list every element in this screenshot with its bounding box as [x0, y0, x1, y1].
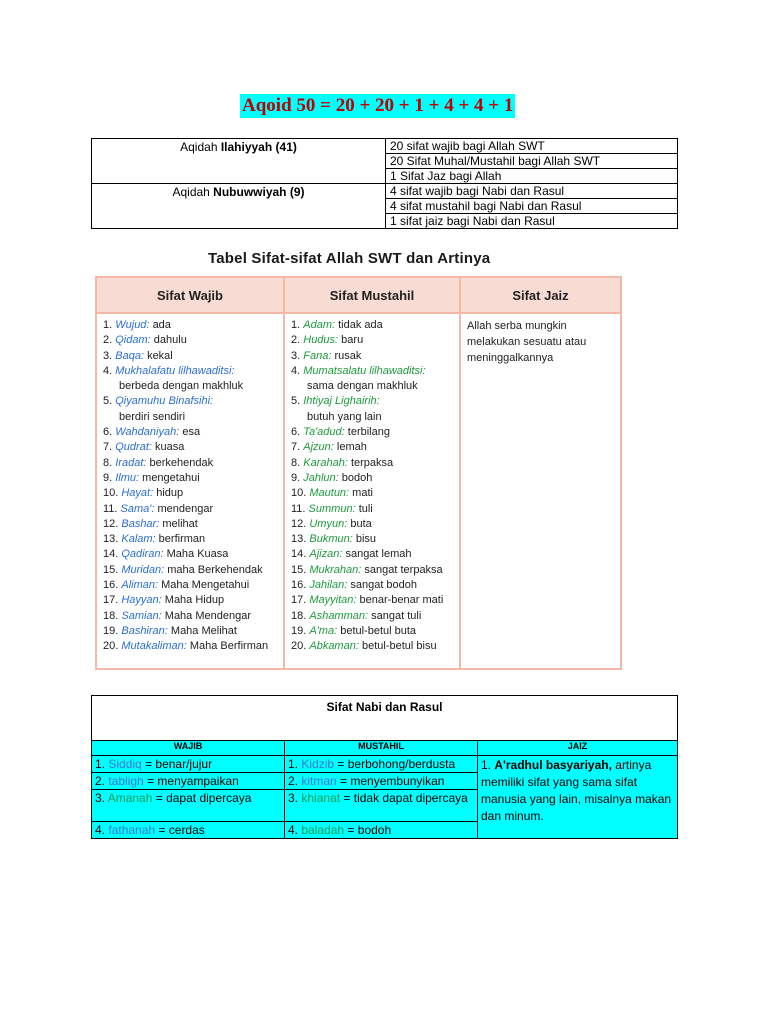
sifat-item — [103, 394, 277, 409]
jaiz-text: Allah serba mungkin melakukan sesuatu atau meninggalkannya — [467, 320, 587, 364]
sifat-name: Umyun: — [309, 517, 348, 530]
nubuwwiyah-cell — [92, 184, 386, 229]
item-number: 3. — [103, 349, 113, 362]
nubuwwiyah-prefix: Aqidah — [172, 185, 214, 199]
sifat-item — [103, 471, 277, 486]
sifat-meaning: sangat lemah — [345, 548, 412, 561]
sifat-item — [291, 593, 453, 608]
nabi-mustahil-item: 4. baladah = bodoh — [285, 822, 478, 839]
sifat-name: Qiyamuhu Binafsihi: — [115, 395, 214, 408]
nabi-mustahil-item: 3. khianat = tidak dapat dipercaya — [285, 790, 478, 822]
allah-table-title: Tabel Sifat-sifat Allah SWT dan Artinya — [208, 250, 491, 267]
item-number: 5. — [291, 395, 301, 408]
item-number: 18. — [103, 609, 119, 622]
sifat-item — [291, 502, 453, 517]
summary-item: 1 sifat jaiz bagi Nabi dan Rasul — [386, 214, 678, 229]
sifat-name: Ajizan: — [309, 548, 343, 561]
sifat-allah-table — [95, 276, 622, 670]
sifat-item — [103, 349, 277, 364]
sifat-meaning: lemah — [336, 441, 367, 454]
item-number: 7. — [291, 441, 301, 454]
sifat-meaning: Maha Mengetahui — [161, 579, 250, 592]
sifat-name: Samian: — [121, 609, 162, 622]
item-number: 1. — [291, 319, 301, 331]
nabi-mustahil-item: 2. kitman = menyembunyikan — [285, 773, 478, 790]
nubuwwiyah-label: Nubuwwiyah (9) — [213, 185, 305, 199]
sifat-name: Qadiran: — [121, 548, 164, 561]
sifat-name: Jahilan: — [309, 579, 348, 592]
item-number: 14. — [291, 548, 307, 561]
sifat-name: Ihtiyaj Lighairih: — [303, 395, 380, 408]
sifat-name: Mumatsalatu lilhawaditsi: — [303, 364, 426, 377]
sifat-meaning: hidup — [156, 487, 184, 500]
sifat-name: Baqa: — [115, 349, 144, 362]
sifat-name: Mutakaliman: — [121, 640, 187, 653]
summary-item: 1 Sifat Jaz bagi Allah — [386, 169, 678, 184]
sifat-nabi-table — [91, 695, 678, 839]
ilahiyyah-prefix: Aqidah — [180, 140, 221, 154]
sifat-item — [103, 425, 277, 440]
sifat-name: Mayyitan: — [309, 594, 357, 607]
sifat-meaning: ada — [152, 319, 171, 331]
sifat-name: Fana: — [303, 349, 332, 362]
item-number: 19. — [103, 624, 119, 637]
sifat-item — [291, 609, 453, 624]
sifat-name: Hayyan: — [121, 594, 162, 607]
sifat-meaning: sangat terpaksa — [364, 563, 443, 576]
item-number: 10. — [291, 487, 307, 500]
sifat-meaning: terpaksa — [350, 456, 394, 469]
sifat-item — [103, 532, 277, 547]
item-number: 6. — [291, 426, 301, 439]
sifat-item — [103, 440, 277, 455]
sifat-meaning: berbeda dengan makhluk — [119, 380, 244, 393]
sifat-name: Mukhalafatu lilhawaditsi: — [115, 364, 235, 377]
sifat-meaning: benar-benar mati — [359, 594, 444, 607]
sifat-item — [103, 517, 277, 532]
sifat-meaning: mengetahui — [142, 471, 200, 484]
sifat-meaning: tidak ada — [338, 319, 383, 331]
sifat-item — [103, 456, 277, 471]
sifat-meaning: betul-betul buta — [340, 624, 417, 637]
item-number: 11. — [291, 502, 306, 515]
item-number: 5. — [103, 395, 113, 408]
item-number: 17. — [103, 594, 119, 607]
sifat-item — [103, 410, 277, 425]
sifat-name: Wujud: — [115, 319, 150, 331]
nabi-wajib-item: 1. Siddiq = benar/jujur — [92, 756, 285, 773]
sifat-item — [291, 333, 453, 348]
summary-item: 4 sifat mustahil bagi Nabi dan Rasul — [386, 199, 678, 214]
sifat-item — [103, 609, 277, 624]
sifat-name: A'ma: — [309, 624, 338, 637]
item-number: 2. — [291, 334, 301, 347]
header-wajib: WAJIB — [92, 741, 285, 756]
summary-item: 4 sifat wajib bagi Nabi dan Rasul — [386, 184, 678, 199]
jaiz-column — [460, 313, 621, 669]
sifat-item — [103, 639, 277, 654]
sifat-item — [103, 486, 277, 501]
sifat-item — [291, 379, 453, 394]
sifat-meaning: berdiri sendiri — [119, 410, 186, 423]
item-number: 13. — [103, 533, 119, 546]
sifat-name: Hayat: — [121, 487, 154, 500]
item-number: 3. — [291, 349, 301, 362]
sifat-item — [291, 425, 453, 440]
page-title: Aqoid 50 = 20 + 20 + 1 + 4 + 4 + 1 — [242, 95, 514, 116]
sifat-name: Hudus: — [303, 334, 339, 347]
mustahil-list — [291, 318, 453, 655]
aqidah-summary-table — [91, 138, 678, 229]
sifat-name: Karahah: — [303, 456, 348, 469]
summary-item: 20 Sifat Muhal/Mustahil bagi Allah SWT — [386, 154, 678, 169]
nabi-wajib-item: 3. Amanah = dapat dipercaya — [92, 790, 285, 822]
sifat-meaning: terbilang — [347, 426, 390, 439]
header-sifat-jaiz: Sifat Jaiz — [460, 277, 621, 313]
item-number: 13. — [291, 533, 307, 546]
sifat-name: Ashamman: — [309, 609, 369, 622]
sifat-name: Muridan: — [121, 563, 165, 576]
sifat-item — [291, 410, 453, 425]
sifat-item — [291, 578, 453, 593]
item-number: 4. — [103, 364, 113, 377]
sifat-name: Mautun: — [309, 487, 350, 500]
header-sifat-wajib: Sifat Wajib — [96, 277, 284, 313]
sifat-name: Wahdaniyah: — [115, 426, 180, 439]
sifat-meaning: kekal — [147, 349, 173, 362]
sifat-name: Bukmun: — [309, 533, 353, 546]
sifat-item — [291, 440, 453, 455]
item-number: 11. — [103, 502, 118, 515]
mustahil-column — [284, 313, 460, 669]
sifat-meaning: tuli — [358, 502, 373, 515]
sifat-item — [103, 364, 277, 379]
sifat-name: Qudrat: — [115, 441, 152, 454]
item-number: 12. — [103, 517, 119, 530]
item-number: 8. — [291, 456, 301, 469]
item-number: 15. — [291, 563, 307, 576]
item-number: 20. — [103, 640, 119, 653]
item-number: 1. — [103, 319, 113, 331]
sifat-item — [103, 379, 277, 394]
item-number: 2. — [103, 334, 113, 347]
sifat-item — [291, 486, 453, 501]
summary-item: 20 sifat wajib bagi Allah SWT — [386, 139, 678, 154]
sifat-meaning: betul-betul bisu — [361, 640, 437, 653]
sifat-name: Adam: — [303, 319, 336, 331]
sifat-item — [291, 624, 453, 639]
item-number: 8. — [103, 456, 113, 469]
sifat-meaning: Maha Hidup — [164, 594, 225, 607]
sifat-name: Ilmu: — [115, 471, 140, 484]
nabi-wajib-item: 4. fathanah = cerdas — [92, 822, 285, 839]
sifat-meaning: berfirman — [158, 533, 206, 546]
sifat-item — [103, 563, 277, 578]
item-number: 9. — [103, 471, 113, 484]
sifat-meaning: melihat — [162, 517, 198, 530]
sifat-meaning: sangat tuli — [371, 609, 422, 622]
sifat-name: Qidam: — [115, 334, 151, 347]
sifat-name: Aliman: — [121, 579, 159, 592]
sifat-name: Abkaman: — [309, 640, 359, 653]
item-number: 6. — [103, 426, 113, 439]
sifat-meaning: maha Berkehendak — [167, 563, 263, 576]
sifat-meaning: buta — [350, 517, 372, 530]
item-number: 16. — [103, 579, 119, 592]
sifat-meaning: Maha Kuasa — [166, 548, 229, 561]
sifat-item — [103, 624, 277, 639]
sifat-item — [291, 456, 453, 471]
sifat-name: Mukrahan: — [309, 563, 362, 576]
sifat-item — [291, 394, 453, 409]
sifat-name: Sama': — [120, 502, 155, 515]
item-number: 18. — [291, 609, 307, 622]
item-number: 19. — [291, 624, 307, 637]
item-number: 9. — [291, 471, 301, 484]
sifat-item — [291, 349, 453, 364]
sifat-name: Iradat: — [115, 456, 147, 469]
sifat-name: Summun: — [308, 502, 356, 515]
ilahiyyah-label: Ilahiyyah (41) — [220, 140, 297, 154]
sifat-item — [103, 593, 277, 608]
header-mustahil: MUSTAHIL — [285, 741, 478, 756]
nabi-wajib-item: 2. tabligh = menyampaikan — [92, 773, 285, 790]
sifat-name: Bashiran: — [121, 624, 168, 637]
item-number: 17. — [291, 594, 307, 607]
sifat-meaning: berkehendak — [149, 456, 214, 469]
ilahiyyah-cell — [92, 139, 386, 184]
item-number: 20. — [291, 640, 307, 653]
item-number: 10. — [103, 487, 119, 500]
sifat-item — [103, 333, 277, 348]
sifat-item — [103, 547, 277, 562]
sifat-item — [291, 639, 453, 654]
sifat-meaning: bisu — [355, 533, 377, 546]
sifat-name: Jahlun: — [303, 471, 339, 484]
item-number: 16. — [291, 579, 307, 592]
sifat-item — [291, 563, 453, 578]
sifat-item — [291, 517, 453, 532]
sifat-item — [291, 532, 453, 547]
sifat-name: Ajzun: — [303, 441, 334, 454]
sifat-meaning: Maha Berfirman — [189, 640, 269, 653]
sifat-meaning: bodoh — [341, 471, 373, 484]
sifat-meaning: dahulu — [153, 334, 187, 347]
item-number: 7. — [103, 441, 113, 454]
sifat-meaning: rusak — [334, 349, 362, 362]
header-sifat-mustahil: Sifat Mustahil — [284, 277, 460, 313]
sifat-meaning: baru — [341, 334, 364, 347]
nabi-jaiz-item: 1. A'radhul basyariyah, artinya memiliki sifat yang sama sifat manusia yang lain, misalnya makan dan minum. — [478, 756, 678, 839]
wajib-list — [103, 318, 277, 655]
item-number: 12. — [291, 517, 307, 530]
nabi-mustahil-item: 1. Kidzib = berbohong/berdusta — [285, 756, 478, 773]
sifat-item — [291, 547, 453, 562]
sifat-meaning: kuasa — [155, 441, 185, 454]
wajib-column — [96, 313, 284, 669]
sifat-item — [291, 364, 453, 379]
sifat-name: Bashar: — [121, 517, 160, 530]
sifat-item — [291, 318, 453, 333]
sifat-meaning: Maha Melihat — [170, 624, 237, 637]
sifat-meaning: mati — [352, 487, 373, 500]
sifat-meaning: sama dengan makhluk — [307, 380, 418, 393]
nabi-table-title: Sifat Nabi dan Rasul — [92, 696, 678, 741]
item-number: 14. — [103, 548, 119, 561]
sifat-meaning: sangat bodoh — [350, 579, 418, 592]
sifat-name: Kalam: — [121, 533, 156, 546]
sifat-meaning: mendengar — [157, 502, 214, 515]
sifat-name: Ta'adud: — [303, 426, 345, 439]
item-number: 4. — [291, 364, 301, 377]
sifat-item — [103, 502, 277, 517]
sifat-meaning: esa — [182, 426, 201, 439]
header-jaiz: JAIZ — [478, 741, 678, 756]
sifat-item — [103, 578, 277, 593]
item-number: 15. — [103, 563, 119, 576]
sifat-meaning: Maha Mendengar — [164, 609, 252, 622]
sifat-meaning: butuh yang lain — [307, 410, 382, 423]
sifat-item — [291, 471, 453, 486]
sifat-item — [103, 318, 277, 333]
